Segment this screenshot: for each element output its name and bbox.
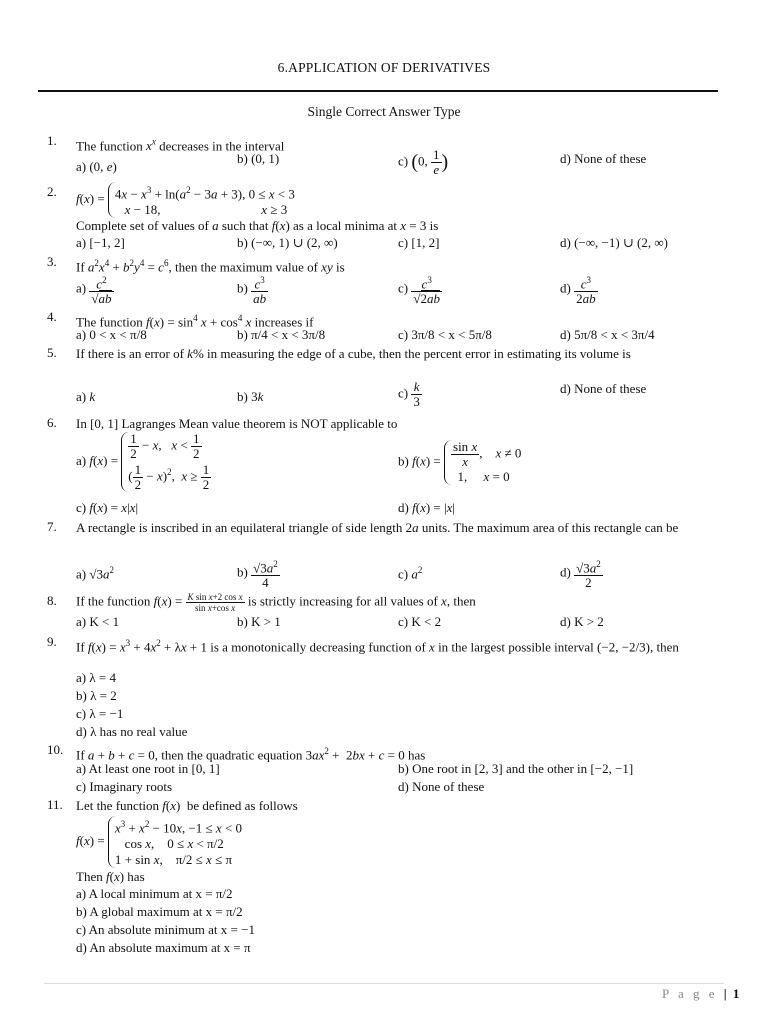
option-c: c) K < 2 — [398, 614, 442, 629]
question-number: 3. — [47, 254, 57, 269]
option-d: d) (−∞, −1) ∪ (2, ∞) — [560, 235, 668, 250]
question-number: 7. — [47, 519, 57, 534]
option-b: b) K > 1 — [237, 614, 281, 629]
option-c: c) [1, 2] — [398, 235, 440, 250]
option-b: b) One root in [2, 3] and the other in [−2, −1] — [398, 761, 634, 776]
option-b: b) $\frac{√3a^2}{4}$ — [237, 559, 278, 591]
question-stem: The function $x^x$ decreases in the interval — [76, 137, 285, 154]
option-b: b) (−∞, 1) ∪ (2, ∞) — [237, 235, 338, 250]
option-a: a) f(x) = $\frac{1}{2}$ − x, x < $\frac{1}{2}$ ( $\frac{1}{2}$ − x)$^2$, x ≥ $\frac{1}{2}$ — [76, 431, 210, 492]
question-stem-cont: Then f(x) has — [76, 869, 145, 884]
option-c: c) Imaginary roots — [76, 779, 173, 794]
piecewise-definition: f(x) = $x^3 + x^2 - 10x$, −1 ≤ x < 0 cos x, 0 ≤ x < π/2 1 + sin x, π/2 ≤ x ≤ π — [76, 816, 716, 868]
footer-rule — [44, 983, 724, 984]
question-number: 4. — [47, 309, 57, 324]
option-a: a) At least one root in [0, 1] — [76, 761, 220, 776]
question-stem: If a + b + c = 0, then the quadratic equation $3ax^2 + 2bx + c = 0$ has — [76, 746, 426, 763]
option-d: d) 5π/8 < x < 3π/4 — [560, 327, 655, 342]
question-stem: If $a^2x^4 + b^2y^4 = c^6$, then the maximum value of xy is — [76, 258, 345, 275]
question-stem: If there is an error of k% in measuring the edge of a cube, then the percent error in estimating its volume is — [76, 346, 631, 361]
option-b: b) $\frac{c^3}{ab}$ — [237, 275, 267, 307]
question-stem: If the function f(x) = $\frac{\text{K sin x+2 cos x}}{\text{sin x+cos x}}$ is strictly increasing for all values of x, then — [76, 592, 476, 613]
option-d: d) $\frac{c^3}{2ab}$ — [560, 275, 596, 307]
option-d: d) None of these — [560, 151, 647, 166]
title-rule — [38, 90, 718, 92]
option-d: d) None of these — [560, 381, 647, 396]
question-number: 6. — [47, 415, 57, 430]
question-stem: f(x) = $4x - x^3 + \ln(a^2 - 3a + 3)$, 0 ≤ x < 3 x − 18, x ≥ 3 — [76, 182, 716, 218]
option-b: b) A global maximum at x = π/2 — [76, 904, 243, 919]
page-number: 1 — [732, 986, 740, 1001]
option-d: d) None of these — [398, 779, 485, 794]
question-number: 1. — [47, 133, 57, 148]
question-number: 11. — [47, 797, 63, 812]
option-c: c) $\frac{c^3}{√2ab}$ — [398, 275, 440, 307]
option-a: a) [−1, 2] — [76, 235, 125, 250]
footer-separator: | — [723, 986, 727, 1001]
page-footer — [662, 986, 739, 1002]
option-c: c) $\frac{k}{3}$ — [398, 379, 420, 409]
question-stem: The function $f(x) = \sin^4 x + \cos^4 x$ increases if — [76, 313, 314, 330]
question-stem: A rectangle is inscribed in an equilateral triangle of side length 2a units. The maximum area of this rectangle can be — [76, 520, 679, 535]
option-c: c) An absolute minimum at x = −1 — [76, 922, 255, 937]
option-b: b) π/4 < x < 3π/8 — [237, 327, 326, 342]
option-b: b) 3k — [237, 389, 264, 404]
question-number: 9. — [47, 634, 57, 649]
option-d: d) $\frac{√3a^2}{2}$ — [560, 559, 601, 591]
option-d: d) K > 2 — [560, 614, 604, 629]
option-c: c) λ = −1 — [76, 706, 124, 721]
option-d: d) f(x) = |x| — [398, 500, 455, 515]
question-stem-cont: Complete set of values of a such that f(x) as a local minima at x = 3 is — [76, 218, 439, 233]
option-a: a) 0 < x < π/8 — [76, 327, 147, 342]
option-b: b) f(x) = $\frac{\text{sin x}}{x}$ , x ≠ 0 1, x = 0 — [398, 439, 522, 484]
option-a: a) (0, e) — [76, 159, 117, 174]
option-b: b) λ = 2 — [76, 688, 117, 703]
option-a: a) λ = 4 — [76, 670, 116, 685]
question-number: 2. — [47, 184, 57, 199]
option-c: c) $a^2$ — [398, 565, 423, 582]
option-c: c) 3π/8 < x < 5π/8 — [398, 327, 492, 342]
question-stem: In [0, 1] Lagranges Mean value theorem is NOT applicable to — [76, 416, 398, 431]
option-a: a) k — [76, 389, 96, 404]
option-a: a) $√3a^2$ — [76, 565, 114, 582]
question-number: 8. — [47, 593, 57, 608]
option-a: a) $\frac{c^2}{√ab}$ — [76, 275, 112, 307]
question-stem: If $f(x) = x^3 + 4x^2 + \lambda x + 1$ is a monotonically decreasing function of x in the largest possible interval (−2, −2/3), then — [76, 638, 679, 655]
option-d: d) An absolute maximum at x = π — [76, 940, 251, 955]
section-heading: Single Correct Answer Type — [307, 104, 461, 119]
question-stem: Let the function f(x) be defined as follows — [76, 798, 298, 813]
option-b: b) (0, 1) — [237, 151, 280, 166]
option-c: c) f(x) = x|x| — [76, 500, 139, 515]
question-number: 5. — [47, 345, 57, 360]
option-a: a) K < 1 — [76, 614, 120, 629]
option-d: d) λ has no real value — [76, 724, 188, 739]
option-c: c) (0, $\frac{1}{e}$ ) — [398, 147, 449, 177]
option-a: a) A local minimum at x = π/2 — [76, 886, 233, 901]
page-label: P a g e — [662, 986, 718, 1001]
chapter-title: 6.APPLICATION OF DERIVATIVES — [277, 60, 491, 75]
question-number: 10. — [47, 742, 64, 757]
